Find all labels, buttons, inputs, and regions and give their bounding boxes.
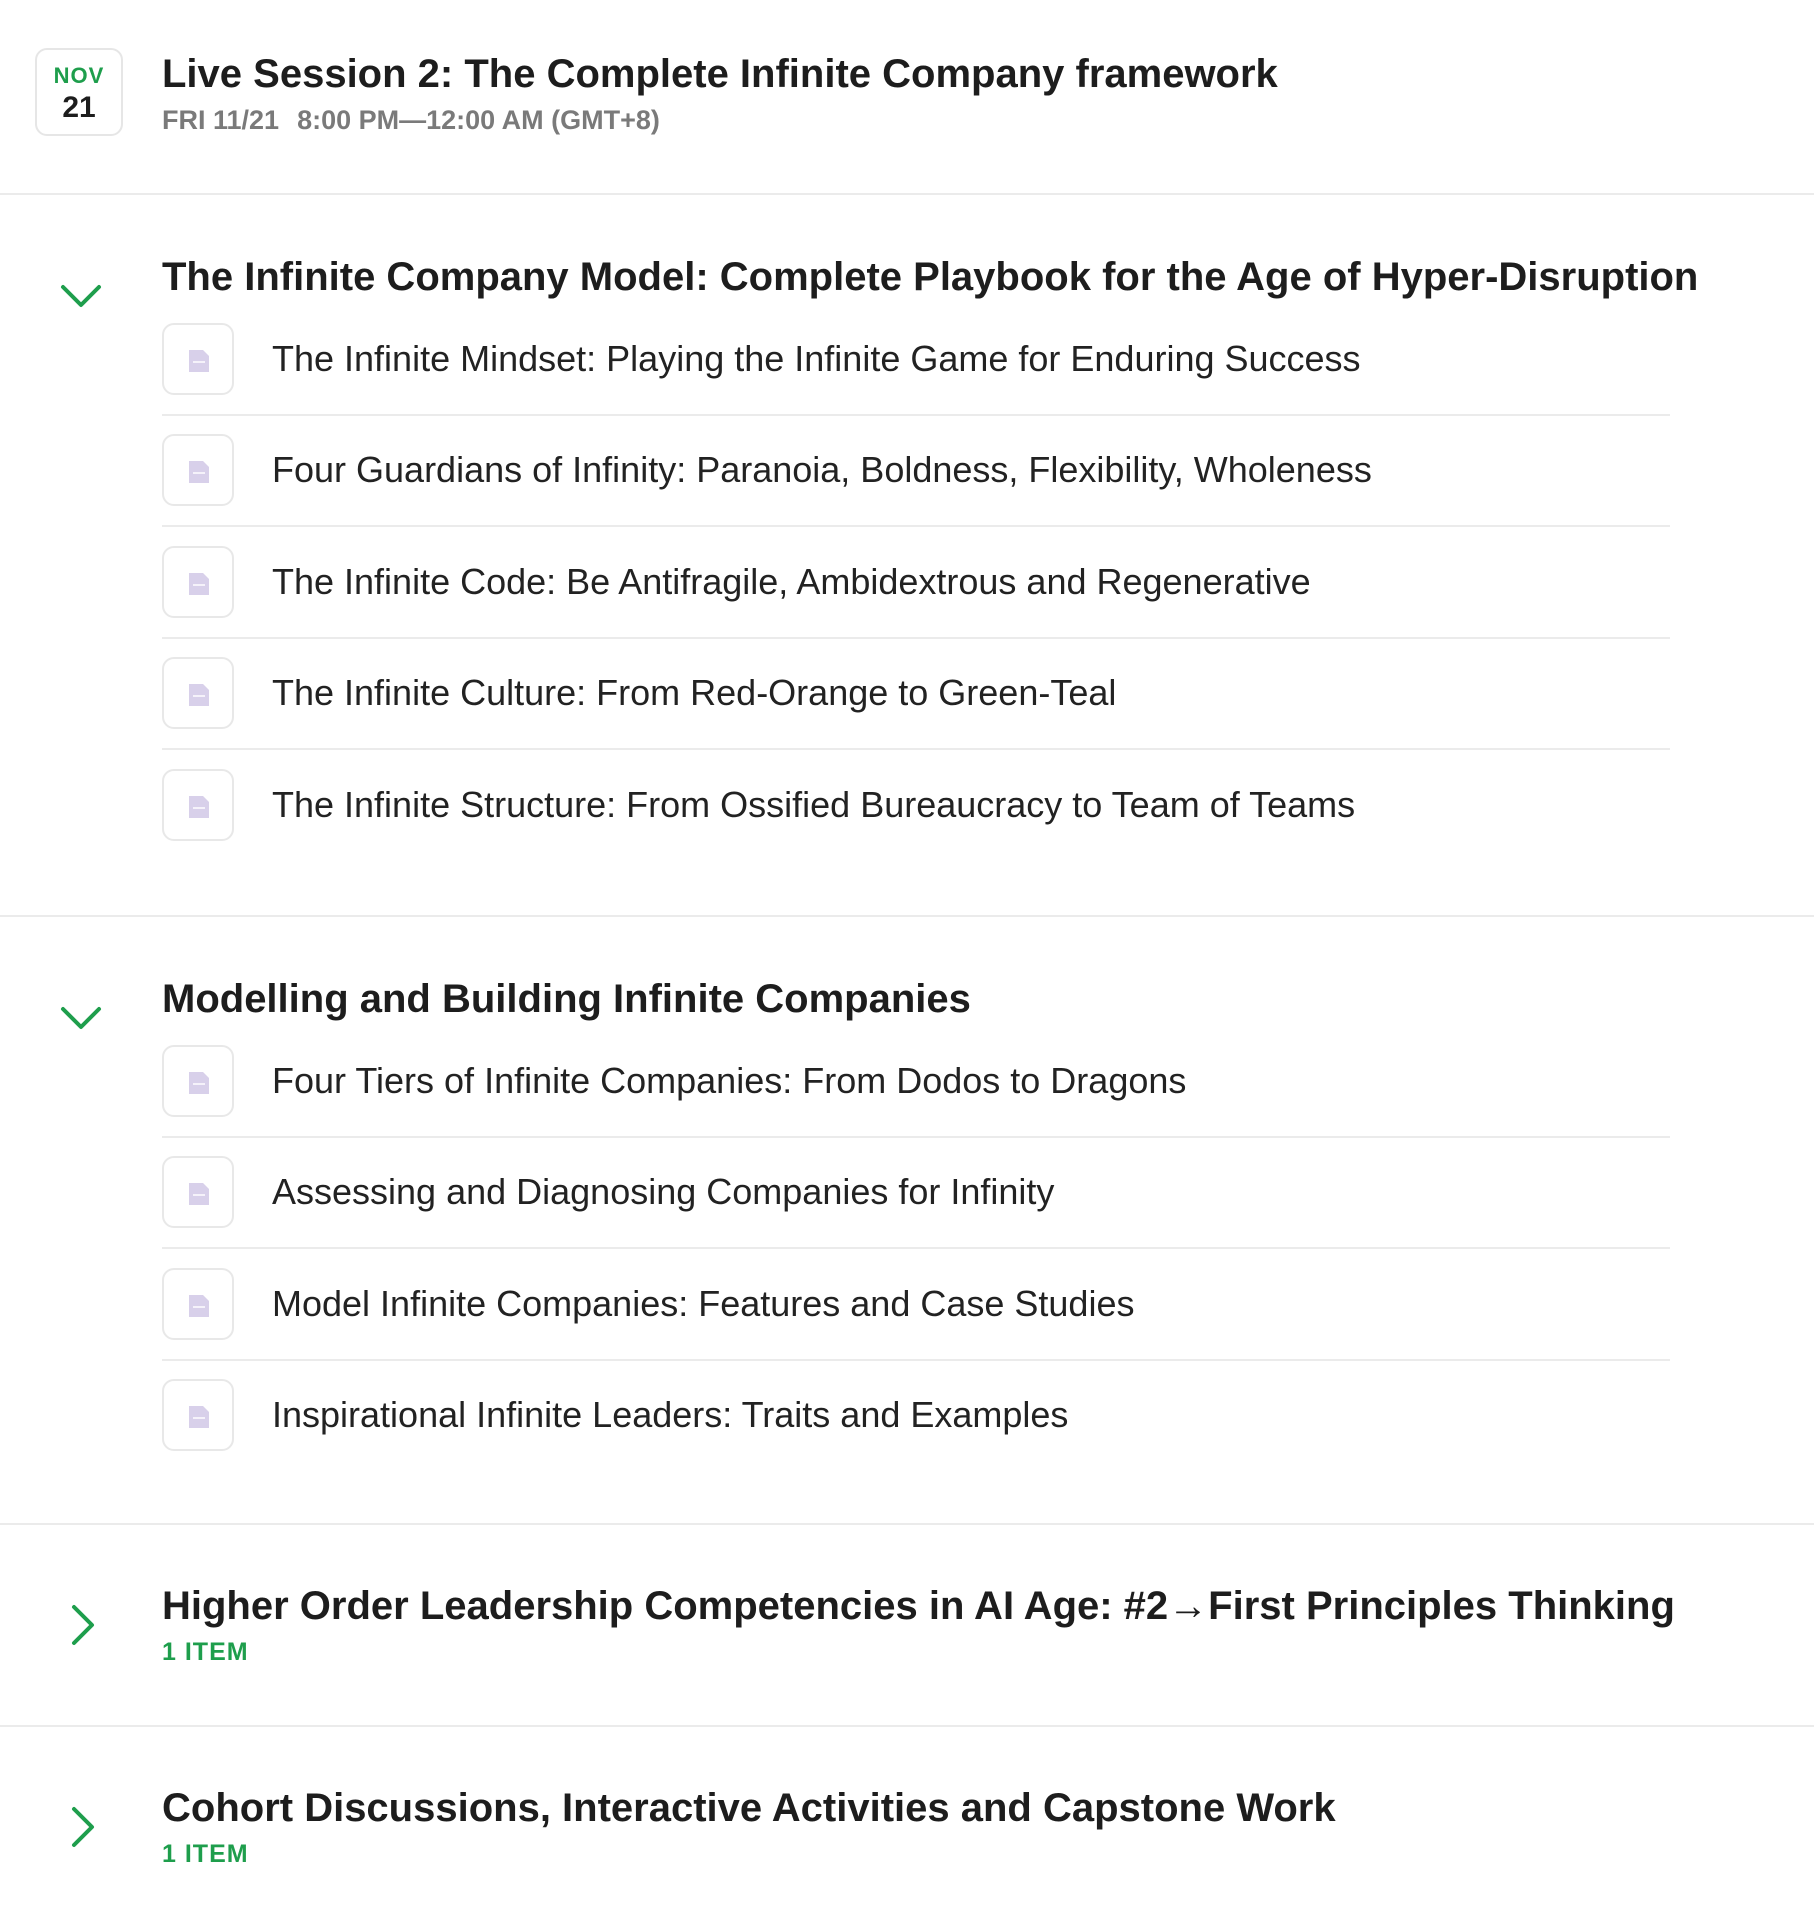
session-time-range: 8:00 PM—12:00 AM (GMT+8): [297, 105, 660, 135]
divider: [0, 193, 1814, 195]
chevron-right-icon[interactable]: [58, 1804, 104, 1850]
section-title[interactable]: Cohort Discussions, Interactive Activities and Capstone Work: [162, 1786, 1336, 1830]
document-icon: [188, 572, 210, 596]
document-icon: [188, 1071, 210, 1095]
lesson-divider: [162, 748, 1670, 750]
lesson-item[interactable]: [162, 1379, 1670, 1490]
lesson-item[interactable]: [162, 769, 1670, 880]
lesson-divider: [162, 637, 1670, 639]
lesson-divider: [162, 1359, 1670, 1361]
document-icon: [188, 795, 210, 819]
lesson-title: Inspirational Infinite Leaders: Traits and Examples: [272, 1394, 1069, 1435]
document-icon: [188, 1294, 210, 1318]
lesson-icon-box: [162, 657, 234, 729]
lesson-title: The Infinite Code: Be Antifragile, Ambidextrous and Regenerative: [272, 561, 1311, 602]
lesson-icon-box: [162, 1045, 234, 1117]
document-icon: [188, 349, 210, 373]
divider: [0, 915, 1814, 917]
session-time: [162, 104, 660, 136]
lesson-item[interactable]: [162, 1156, 1670, 1267]
section-title[interactable]: Higher Order Leadership Competencies in AI Age: #2→First Principles Thinking: [162, 1584, 1675, 1628]
lesson-divider: [162, 525, 1670, 527]
live-session-row[interactable]: [0, 0, 1814, 194]
chevron-down-icon[interactable]: [58, 994, 104, 1040]
lesson-icon-box: [162, 1379, 234, 1451]
section-title[interactable]: The Infinite Company Model: Complete Playbook for the Age of Hyper-Disruption: [162, 255, 1699, 299]
lesson-item[interactable]: [162, 1268, 1670, 1379]
lesson-item[interactable]: [162, 546, 1670, 657]
session-date: FRI 11/21: [162, 105, 280, 135]
document-icon: [188, 460, 210, 484]
lesson-title: The Infinite Structure: From Ossified Bureaucracy to Team of Teams: [272, 784, 1356, 825]
date-month: NOV: [53, 63, 105, 88]
document-icon: [188, 1405, 210, 1429]
lesson-item[interactable]: [162, 657, 1670, 768]
divider: [0, 1725, 1814, 1727]
chevron-right-icon[interactable]: [58, 1602, 104, 1648]
lesson-divider: [162, 1136, 1670, 1138]
lesson-title: The Infinite Culture: From Red-Orange to Green-Teal: [272, 672, 1117, 713]
divider: [0, 1523, 1814, 1525]
chevron-down-icon[interactable]: [58, 272, 104, 318]
lesson-divider: [162, 1247, 1670, 1249]
lesson-icon-box: [162, 1268, 234, 1340]
lesson-divider: [162, 414, 1670, 416]
lesson-icon-box: [162, 1156, 234, 1228]
date-badge: [35, 48, 123, 136]
section-title[interactable]: Modelling and Building Infinite Companies: [162, 977, 971, 1021]
item-count: 1 ITEM: [162, 1638, 249, 1666]
item-count: 1 ITEM: [162, 1840, 249, 1868]
lesson-title: The Infinite Mindset: Playing the Infinite Game for Enduring Success: [272, 338, 1361, 379]
lesson-title: Four Guardians of Infinity: Paranoia, Boldness, Flexibility, Wholeness: [272, 449, 1372, 490]
lesson-title: Model Infinite Companies: Features and Case Studies: [272, 1283, 1135, 1324]
document-icon: [188, 683, 210, 707]
lesson-item[interactable]: [162, 434, 1670, 545]
lesson-title: Assessing and Diagnosing Companies for Infinity: [272, 1171, 1055, 1212]
lesson-icon-box: [162, 769, 234, 841]
date-day: 21: [62, 91, 96, 124]
lesson-icon-box: [162, 434, 234, 506]
lesson-item[interactable]: [162, 1045, 1670, 1156]
lesson-icon-box: [162, 546, 234, 618]
lesson-title: Four Tiers of Infinite Companies: From Dodos to Dragons: [272, 1060, 1187, 1101]
session-title[interactable]: Live Session 2: The Complete Infinite Company framework: [162, 52, 1278, 96]
lesson-item[interactable]: [162, 323, 1670, 434]
document-icon: [188, 1182, 210, 1206]
lesson-icon-box: [162, 323, 234, 395]
